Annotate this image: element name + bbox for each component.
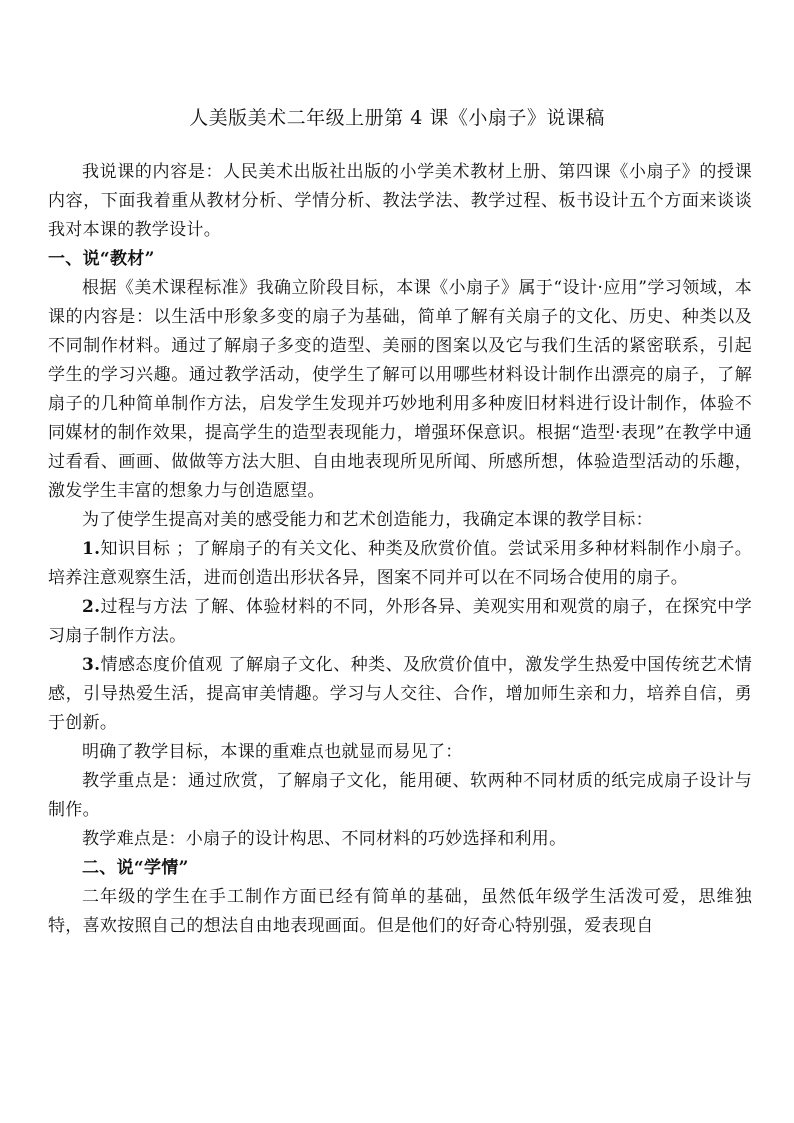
section-heading-students: 二、说“学情” [82,858,189,878]
intro-paragraph: 我说课的内容是：人民美术出版社出版的小学美术教材上册、第四课《小扇子》的授课内容，下面我着重从教材分析、学情分析、教法学法、教学过程、板书设计五个方面来谈谈我对本课的教学设计。 [48,162,752,240]
document-body [48,158,752,941]
goal-text: 情感态度价值观 了解扇子文化、种类、及欣赏价值中，激发学生热爱中国传统艺术情感，引导热爱生活，提高审美情趣。学习与人交往、合作，增加师生亲和力，培养自信，勇于创新。 [48,655,752,733]
goal-number: 1. [82,539,101,559]
teaching-goals-intro: 为了使学生提高对美的感受能力和艺术创造能力，我确定本课的教学目标： [82,510,653,530]
goal-item-knowledge [48,535,752,593]
goal-item-emotion [48,651,752,738]
goal-number: 2. [82,597,101,617]
section-heading-textbook: 一、说“教材” [48,249,155,269]
textbook-analysis-paragraph: 根据《美术课程标准》我确立阶段目标，本课《小扇子》属于“设计·应用”学习领域，本课的内容是：以生活中形象多变的扇子为基础，简单了解有关扇子的文化、历史、种类以及不同制作材料。通过了解扇子多变的造型、美丽的图案以及它与我们生活的紧密联系，引起学生的学习兴趣。通过教学活动，使学生了解可以用哪些材料设计制作出漂亮的扇子，了解扇子的几种简单制作方法，启发学生发现并巧妙地利用多种废旧材料进行设计制作，体验不同媒材的制作效果，提高学生的造型表现能力，增强环保意识。根据“造型·表现”在教学中通过看看、画画、做做等方法大胆、自由地表现所见所闻、所感所想，体验造型活动的乐趣，激发学生丰富的想象力与创造愿望。 [48,278,752,501]
goal-text: 知识目标 ；了解扇子的有关文化、种类及欣赏价值。尝试采用多种材料制作小扇子。培养注意观察生活，进而创造出形状各异，图案不同并可以在不同场合使用的扇子。 [48,539,752,588]
document-title: 人美版美术二年级上册第 4 课《小扇子》说课稿 [189,107,605,129]
key-point-paragraph: 教学重点是：通过欣赏，了解扇子文化，能用硬、软两种不同材质的纸完成扇子设计与制作。 [48,771,752,820]
goal-number: 3. [82,655,101,675]
difficult-point-paragraph: 教学难点是：小扇子的设计构思、不同材料的巧妙选择和利用。 [82,829,567,849]
goal-item-process [48,593,752,651]
key-difficult-intro: 明确了教学目标，本课的重难点也就显而易见了： [82,742,463,762]
student-analysis-paragraph: 二年级的学生在手工制作方面已经有简单的基础，虽然低年级学生活泼可爱，思维独特，喜欢按照自己的想法自由地表现画面。但是他们的好奇心特别强，爱表现自 [48,887,752,936]
goal-text: 过程与方法 了解、体验材料的不同，外形各异、美观实用和观赏的扇子，在探究中学习扇子制作方法。 [48,597,752,646]
